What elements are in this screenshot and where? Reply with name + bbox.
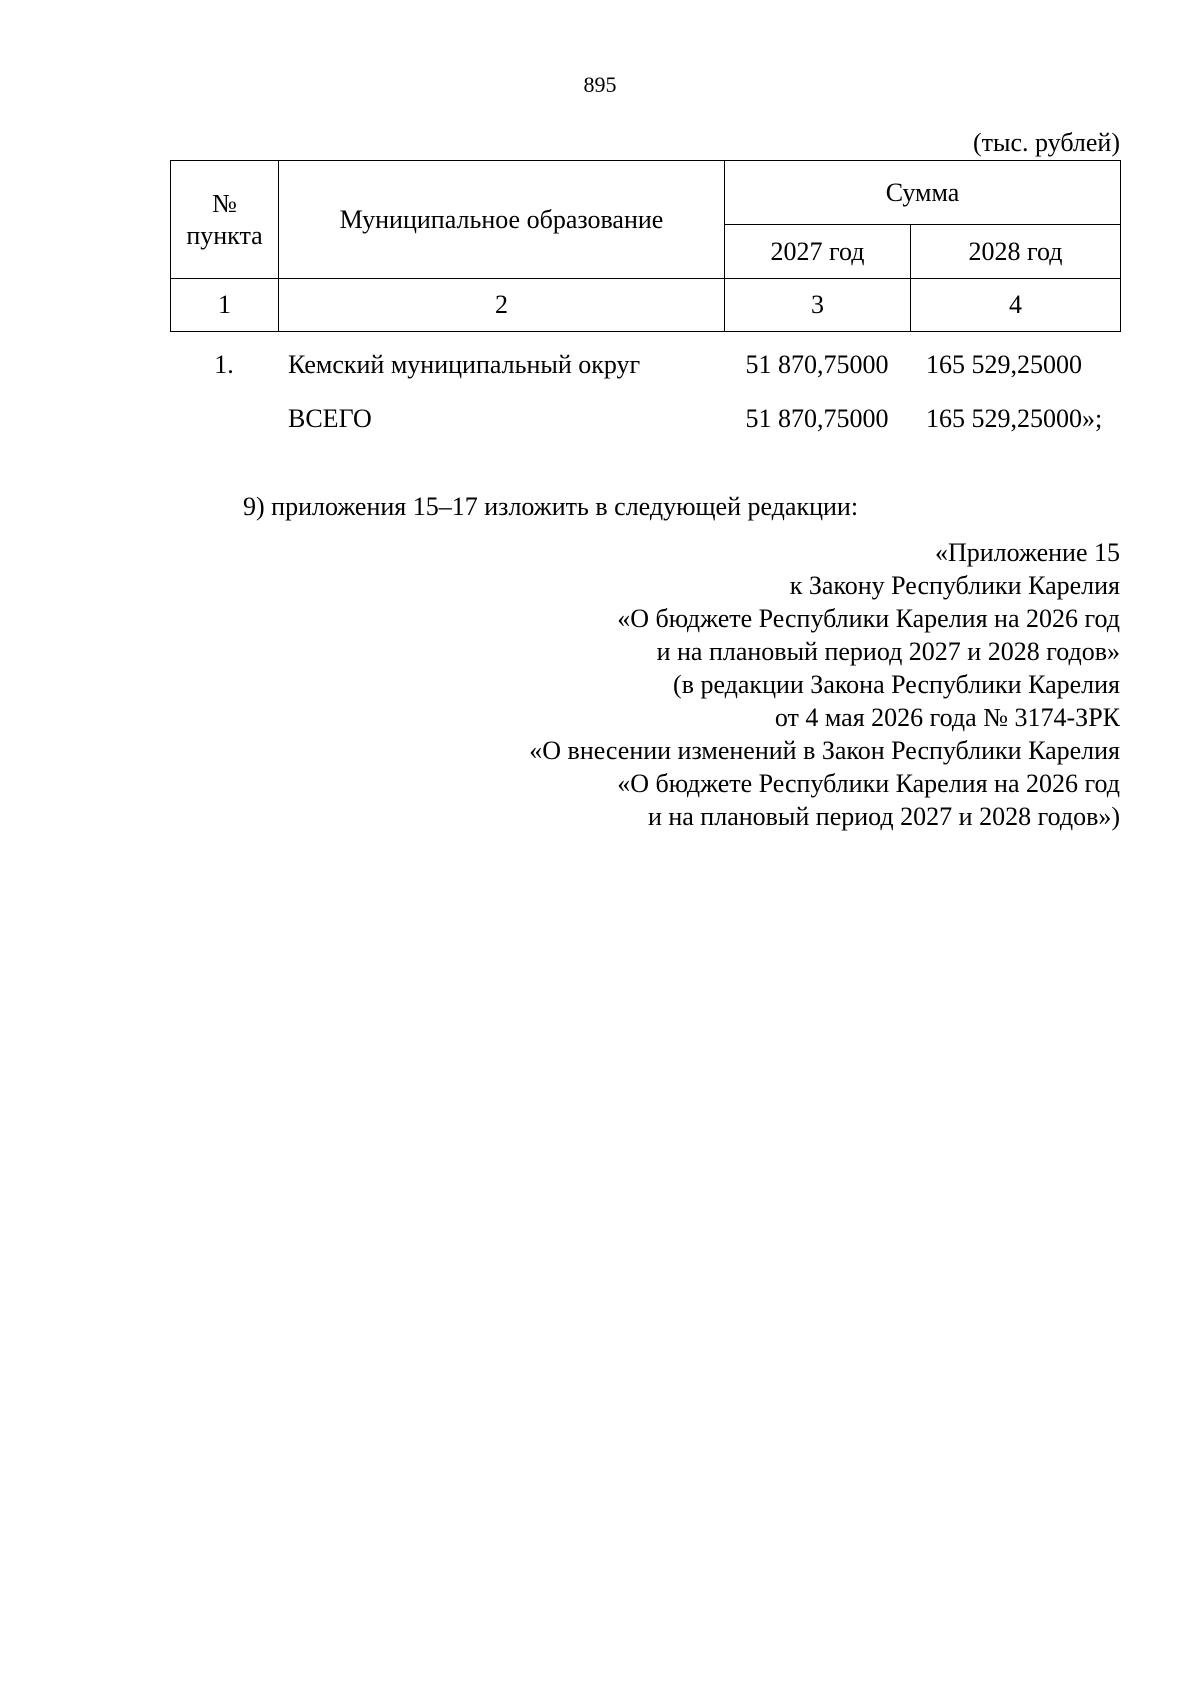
table-body	[170, 338, 1140, 446]
header-sum: Сумма	[725, 161, 1121, 225]
total-number	[170, 392, 278, 446]
row-number: 1.	[214, 350, 234, 379]
column-number-4: 4	[911, 279, 1121, 332]
header-municipality: Муниципальное образование	[279, 161, 725, 279]
appendix-header-line: «О бюджете Республики Карелия на 2026 год	[617, 604, 1120, 633]
row-sum-2028: 165 529,25000	[926, 350, 1082, 379]
row-municipality-name: Кемский муниципальный округ	[288, 350, 641, 379]
table-header	[170, 160, 1121, 332]
column-number-1: 1	[171, 279, 279, 332]
appendix-header-line: «О внесении изменений в Закон Республики Карелия	[529, 736, 1120, 765]
unit-note: (тыс. рублей)	[972, 128, 1120, 157]
page-number: 895	[583, 72, 617, 97]
column-number-3: 3	[725, 279, 911, 332]
appendix-header-line: к Закону Республики Карелия	[789, 571, 1120, 600]
appendix-header-line: «Приложение 15	[934, 538, 1120, 567]
appendix-header-line: от 4 мая 2026 года № 3174-ЗРК	[774, 703, 1120, 732]
header-year-2027: 2027 год	[725, 225, 911, 279]
appendix-header-line: «О бюджете Республики Карелия на 2026 год	[617, 769, 1120, 798]
table-row	[170, 338, 1140, 392]
appendix-header-line: и на плановый период 2027 и 2028 годов»)	[647, 802, 1120, 831]
total-sum-2027: 51 870,75000	[745, 404, 889, 433]
amendment-text: 9) приложения 15–17 изложить в следующей редакции:	[243, 492, 859, 521]
row-sum-2027: 51 870,75000	[745, 350, 889, 379]
header-number: № пункта	[171, 161, 279, 279]
appendix-header-line: и на плановый период 2027 и 2028 годов»	[656, 637, 1120, 666]
column-number-2: 2	[279, 279, 725, 332]
total-row	[170, 392, 1140, 446]
total-label: ВСЕГО	[288, 404, 372, 433]
appendix-header	[529, 536, 1120, 833]
total-sum-2028: 165 529,25000»;	[926, 404, 1103, 433]
header-year-2028: 2028 год	[911, 225, 1121, 279]
appendix-header-line: (в редакции Закона Республики Карелия	[673, 670, 1120, 699]
